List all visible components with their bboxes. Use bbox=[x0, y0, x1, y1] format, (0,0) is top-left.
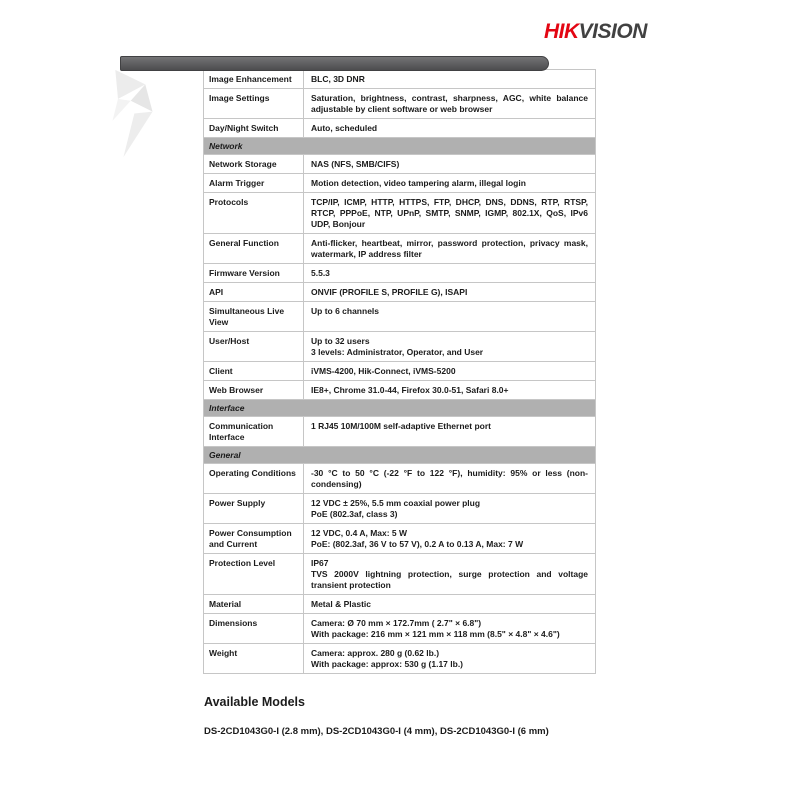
spec-row bbox=[204, 554, 595, 595]
spec-value-cell: Auto, scheduled bbox=[311, 123, 378, 133]
spec-value-cell: Saturation, brightness, contrast, sharpness, AGC, white balance adjustable by client software or web browser bbox=[311, 93, 588, 114]
spec-label-cell: Image Enhancement bbox=[204, 70, 304, 88]
logo-vision-text: VISION bbox=[578, 20, 647, 43]
spec-row bbox=[204, 70, 595, 89]
spec-row bbox=[204, 644, 595, 673]
spec-row bbox=[204, 524, 595, 554]
hikvision-logo bbox=[544, 21, 654, 42]
spec-value-cell: 1 RJ45 10M/100M self-adaptive Ethernet port bbox=[311, 421, 491, 431]
spec-value-cell: 5.5.3 bbox=[311, 268, 330, 278]
spec-value-cell: Camera: Ø 70 mm × 172.7mm ( 2.7" × 6.8") With package: 216 mm × 121 mm × 118 mm (8.5" × 4.8" × 4.6") bbox=[311, 618, 560, 639]
watermark-arrow-graphic bbox=[108, 68, 168, 168]
section-title: Network bbox=[209, 141, 243, 151]
spec-label-cell: Firmware Version bbox=[204, 264, 304, 282]
spec-value-cell: Up to 32 users 3 levels: Administrator, Operator, and User bbox=[311, 336, 484, 357]
spec-label-cell: Simultaneous Live View bbox=[204, 302, 304, 331]
spec-value-cell: IP67 TVS 2000V lightning protection, surge protection and voltage transient protection bbox=[311, 558, 588, 590]
available-models-list: DS-2CD1043G0-I (2.8 mm), DS-2CD1043G0-I (4 mm), DS-2CD1043G0-I (6 mm) bbox=[204, 726, 549, 737]
spec-row bbox=[204, 89, 595, 119]
spec-value-cell: iVMS-4200, Hik-Connect, iVMS-5200 bbox=[311, 366, 456, 376]
section-title: Interface bbox=[209, 403, 245, 413]
spec-row bbox=[204, 332, 595, 362]
section-header-row bbox=[204, 400, 595, 417]
spec-row bbox=[204, 464, 595, 494]
spec-label-cell: Operating Conditions bbox=[204, 464, 304, 493]
spec-label-cell: Material bbox=[204, 595, 304, 613]
spec-row bbox=[204, 283, 595, 302]
spec-label-cell: Weight bbox=[204, 644, 304, 673]
spec-value-cell: Camera: approx. 280 g (0.62 lb.) With package: approx: 530 g (1.17 lb.) bbox=[311, 648, 464, 669]
spec-label-cell: Image Settings bbox=[204, 89, 304, 118]
spec-label-cell: Network Storage bbox=[204, 155, 304, 173]
spec-label-cell: Power Consumption and Current bbox=[204, 524, 304, 553]
spec-content bbox=[203, 69, 596, 737]
spec-label-cell: General Function bbox=[204, 234, 304, 263]
spec-value-cell: IE8+, Chrome 31.0-44, Firefox 30.0-51, Safari 8.0+ bbox=[311, 385, 509, 395]
spec-value-cell: Metal & Plastic bbox=[311, 599, 371, 609]
spec-row bbox=[204, 614, 595, 644]
spec-label-cell: Client bbox=[204, 362, 304, 380]
spec-label-cell: User/Host bbox=[204, 332, 304, 361]
header-swoosh-bar bbox=[120, 56, 549, 71]
spec-value-cell: Up to 6 channels bbox=[311, 306, 380, 316]
spec-label-cell: Alarm Trigger bbox=[204, 174, 304, 192]
logo-hik-text: HIK bbox=[544, 20, 579, 43]
spec-value-cell: Anti-flicker, heartbeat, mirror, password protection, privacy mask, watermark, IP address filter bbox=[311, 238, 588, 259]
spec-value-cell: TCP/IP, ICMP, HTTP, HTTPS, FTP, DHCP, DNS, DDNS, RTP, RTSP, RTCP, PPPoE, NTP, UPnP, SMTP, SNMP, IGMP, 802.1X, QoS, IPv6 UDP, Bonjour bbox=[311, 197, 588, 229]
spec-value-cell: -30 °C to 50 °C (-22 °F to 122 °F), humidity: 95% or less (non-condensing) bbox=[311, 468, 588, 489]
spec-row bbox=[204, 362, 595, 381]
spec-row bbox=[204, 193, 595, 234]
spec-value-cell: 12 VDC ± 25%, 5.5 mm coaxial power plug PoE (802.3af, class 3) bbox=[311, 498, 481, 519]
spec-row bbox=[204, 595, 595, 614]
spec-row bbox=[204, 264, 595, 283]
available-models-heading: Available Models bbox=[204, 695, 305, 709]
spec-row bbox=[204, 494, 595, 524]
spec-label-cell: Day/Night Switch bbox=[204, 119, 304, 137]
spec-label-cell: Protection Level bbox=[204, 554, 304, 594]
spec-value-cell: 12 VDC, 0.4 A, Max: 5 W PoE: (802.3af, 36 V to 57 V), 0.2 A to 0.13 A, Max: 7 W bbox=[311, 528, 524, 549]
section-header-row bbox=[204, 447, 595, 464]
spec-value-cell: ONVIF (PROFILE S, PROFILE G), ISAPI bbox=[311, 287, 468, 297]
spec-label-cell: Web Browser bbox=[204, 381, 304, 399]
spec-value-cell: Motion detection, video tampering alarm, illegal login bbox=[311, 178, 526, 188]
spec-value-cell: BLC, 3D DNR bbox=[311, 74, 365, 84]
spec-table bbox=[203, 69, 596, 674]
spec-row bbox=[204, 234, 595, 264]
section-header-row bbox=[204, 138, 595, 155]
section-title: General bbox=[209, 450, 241, 460]
spec-row bbox=[204, 119, 595, 138]
spec-value-cell: NAS (NFS, SMB/CIFS) bbox=[311, 159, 400, 169]
spec-row bbox=[204, 302, 595, 332]
spec-row bbox=[204, 174, 595, 193]
spec-row bbox=[204, 417, 595, 447]
spec-row bbox=[204, 381, 595, 400]
spec-label-cell: API bbox=[204, 283, 304, 301]
spec-label-cell: Power Supply bbox=[204, 494, 304, 523]
spec-row bbox=[204, 155, 595, 174]
spec-label-cell: Protocols bbox=[204, 193, 304, 233]
spec-label-cell: Communication Interface bbox=[204, 417, 304, 446]
spec-label-cell: Dimensions bbox=[204, 614, 304, 643]
